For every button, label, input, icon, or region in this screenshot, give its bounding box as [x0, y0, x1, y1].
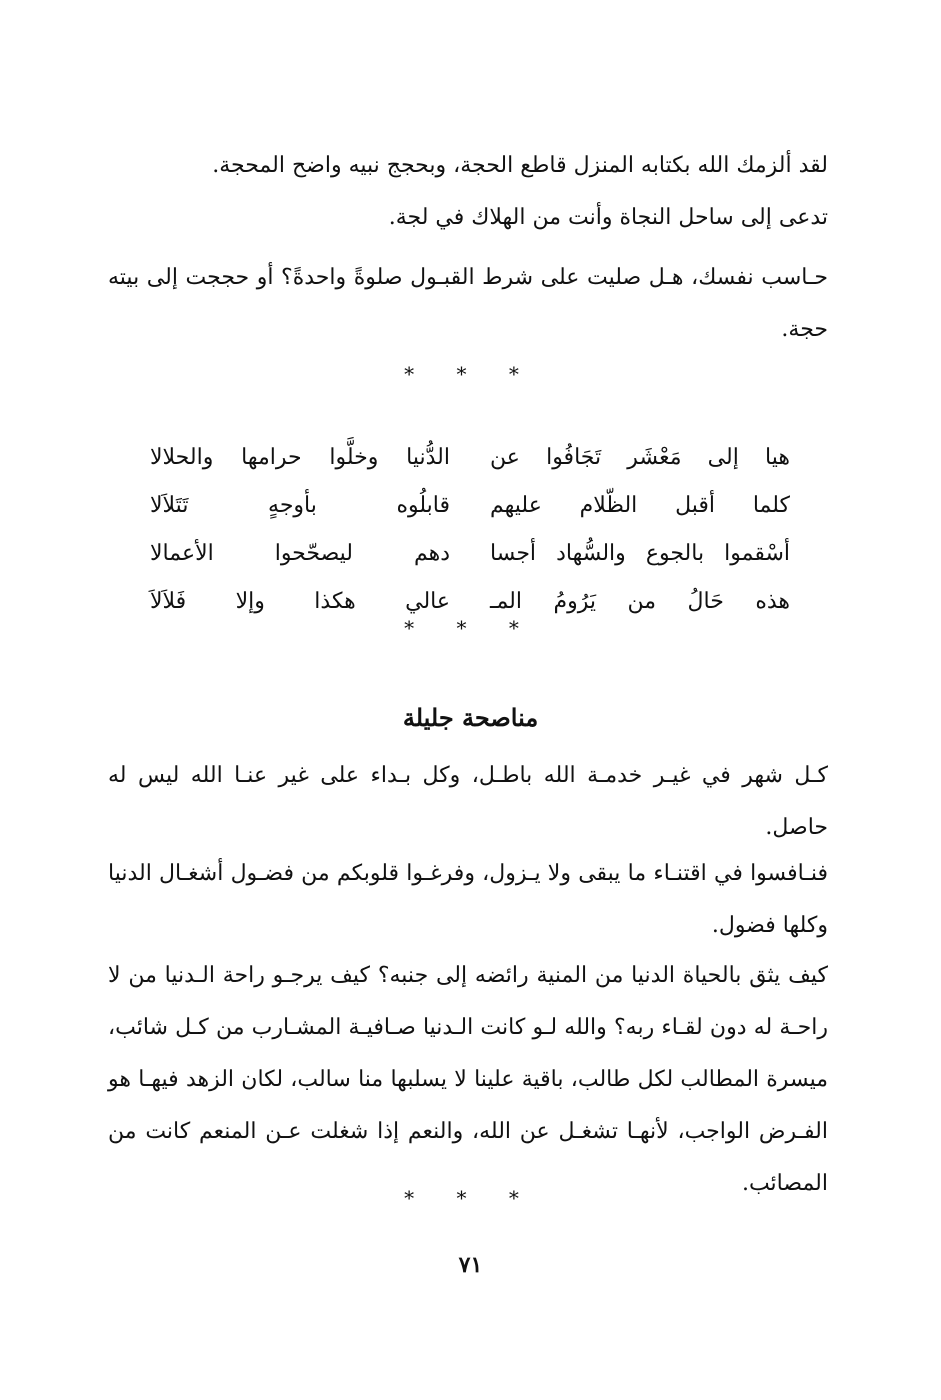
page-number: ٧١ [458, 1252, 483, 1278]
poem-hemistich-left: الدُّنيا وخلَّوا حرامها والحلالا [150, 445, 450, 470]
poem-verse-3 [150, 530, 790, 578]
paragraph-top-1: لقد ألزمك الله بكتابه المنزل قاطع الحجة، وبحجج نبيه واضح المحجة. [212, 153, 828, 178]
section-separator-2: * * * [404, 616, 537, 640]
poem-hemistich-right: هيا إلى مَعْشَر تَجَافُوا عن [490, 445, 790, 470]
section-separator-3: * * * [404, 1186, 537, 1210]
paragraph-top-2: تدعى إلى ساحل النجاة وأنت من الهلاك في لجة. [388, 205, 828, 230]
poem-block [150, 434, 790, 626]
paragraph-top-3: حـاسب نفسك، هـل صليت على شرط القبـول صلوةً واحدةً؟ أو حججت إلى بيته حجة. [108, 265, 828, 342]
section-heading: مناصحة جليلة [402, 703, 539, 732]
poem-hemistich-right: كلما أقبل الظّلام عليهم [490, 493, 790, 518]
poem-hemistich-left: عالي هكذا وإلا فَلاَلاَ [150, 589, 450, 614]
poem-hemistich-left: قابلُوه بأوجهٍ تَتَلاَلا [150, 493, 450, 518]
poem-hemistich-left: دهم ليصحّحوا الأعمالا [150, 541, 450, 566]
poem-hemistich-right: أسْقموا بالجوع والسُّهاد أجسا [490, 541, 790, 566]
paragraph-bottom-3: كيف يثق بالحياة الدنيا من المنية رائضه إلى جنبه؟ كيف يرجـو راحة الـدنيا من لا راحـة له دون لقـاء ربه؟ والله لـو كانت الـدنيا صـافيـة المشـارب من كـل شائب، ميسرة المطالب لكل طالب، باقية علينا لا يسلبها منا سالب، لكان الزهد فيهـا هو الفـرض الواجب، لأنهـا تشغـل عن الله، والنعم إذا شغلت عـن المنعم كانت من المصائب. [108, 963, 828, 1196]
paragraph-bottom-1: كـل شهر في غيـر خدمـة الله باطـل، وكل بـداء على غير عنـا الله ليس له حاصل. [108, 763, 828, 840]
poem-verse-2 [150, 482, 790, 530]
section-separator-1: * * * [404, 362, 537, 386]
poem-verse-1 [150, 434, 790, 482]
paragraph-bottom-2: فنـافسوا في اقتنـاء ما يبقى ولا يـزول، وفرغـوا قلوبكم من فضـول أشغـال الدنيا وكلها فضول. [108, 861, 828, 938]
poem-hemistich-right: هذه حَالُ من يَرُومُ المـ [490, 589, 790, 614]
